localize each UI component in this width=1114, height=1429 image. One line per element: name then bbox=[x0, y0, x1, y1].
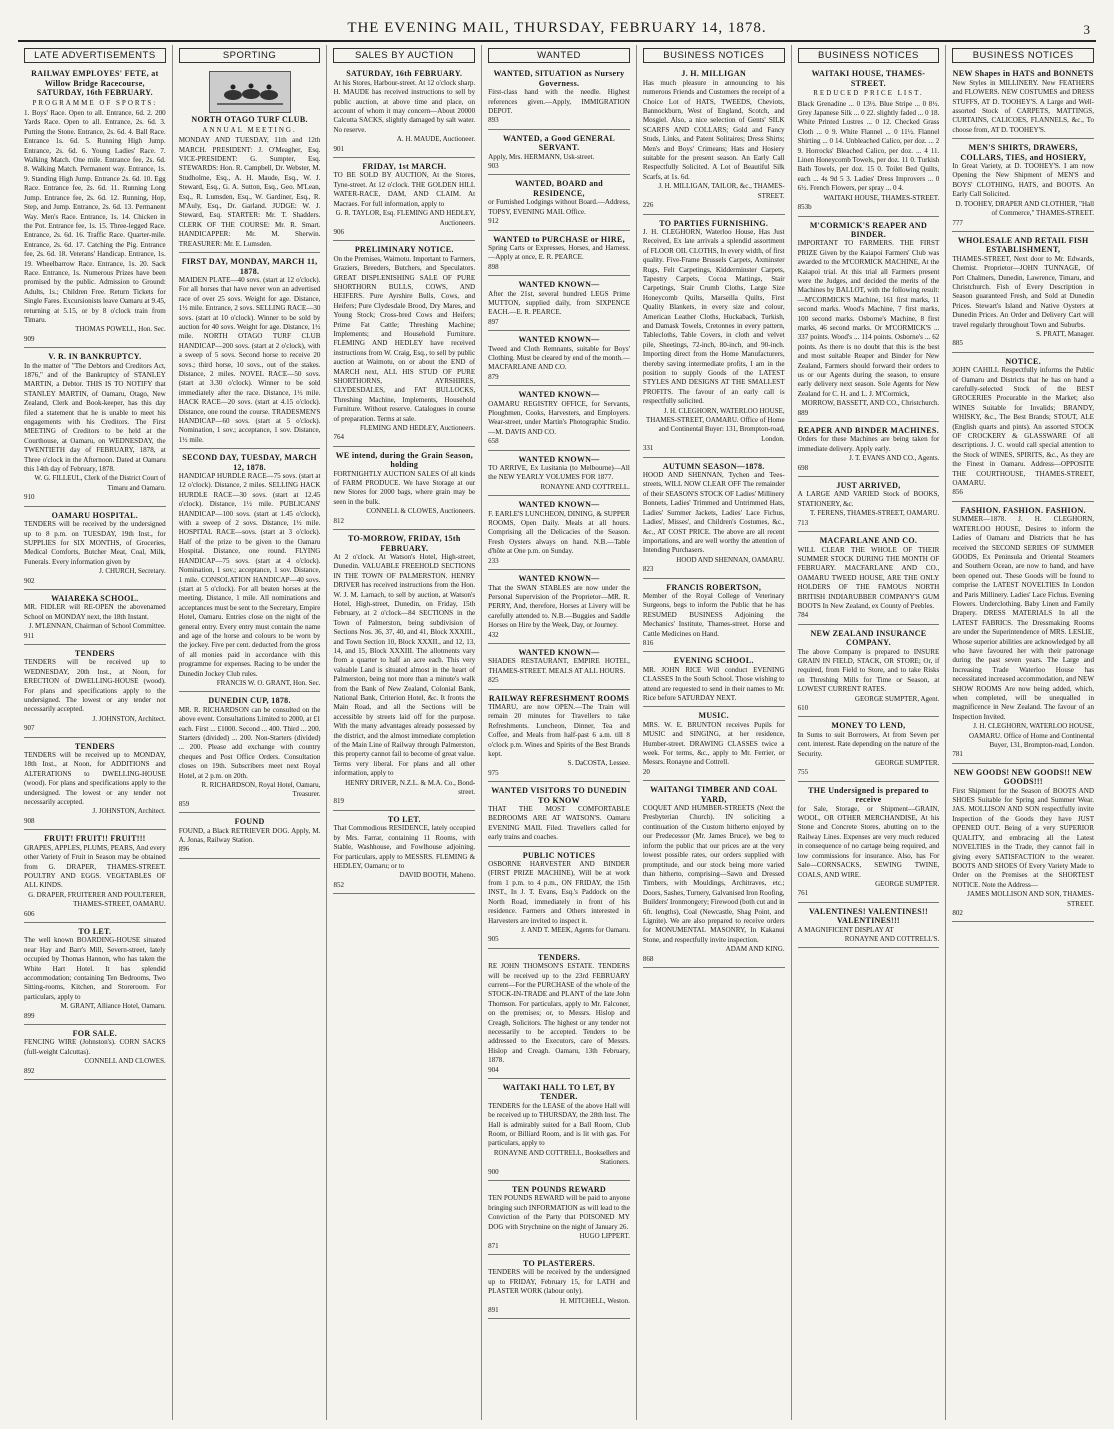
advertisement bbox=[488, 849, 630, 949]
ad-body: WILL CLEAR THE WHOLE OF THEIR SUMMER STOCK DURING THE MONTH OF FEBRUARY. MACFARLANE AND CO., OAMARU TWEED HOUSE, ARE THE ONLY HOLDERS OF THE FAMOUS NORTH BRITISH INDIARUBBER COMPANY'S GUM BOOTS In New Zealand, ex County of Peebles. bbox=[797, 545, 940, 610]
advertisement bbox=[179, 694, 321, 813]
ad-reference-number: 816 bbox=[642, 638, 654, 647]
advertisement bbox=[488, 278, 630, 331]
ad-reference-number: 610 bbox=[797, 704, 809, 712]
advertisement bbox=[798, 719, 940, 781]
ad-signature: T. FERENS, THAMES-STREET, OAMARU. bbox=[810, 509, 940, 518]
ad-signature: WAITAKI HOUSE, THAMES-STREET. bbox=[823, 193, 940, 202]
ad-caption: REDUCED PRICE LIST. bbox=[813, 89, 924, 98]
ad-body: Has much pleasure in announcing to his numerous Friends and Customers the receipt of a Choice Lot of HATS, TWEEDS, Cheviots, Bannockburn, West of England, Scotch, and Mosgiel. Also, a nice selection of Gents' SILK SCARFS AND COLLARS; Gold and Fancy Studs, Links, and Patent Solitaires; Dress Shirts; Men's and Boys' Crimeans; Hats and Hosiery suitable for the present season. An Early Call Respectfully Solicited. A Lot of Beautiful Silk Scarfs, at 1s. 6d. bbox=[642, 78, 785, 181]
ad-reference-number: 432 bbox=[488, 630, 499, 639]
advertisement bbox=[179, 451, 321, 692]
column-header: SPORTING bbox=[179, 48, 321, 63]
ad-reference-number: 898 bbox=[488, 262, 499, 271]
ad-body: The well known BOARDING-HOUSE situated near Hay and Barr's Mill, Severn-street, lately occupied by Thomas Hannon, who has taken the White Hart Hotel. It has splendid accommodation; containing Ten Bedrooms, Two Sitting-rooms, Kitchen, and Storeroom. For particulars, apply to bbox=[24, 936, 166, 1001]
ad-caption: ANNUAL MEETING. bbox=[202, 125, 297, 134]
ad-body: OAMARU REGISTRY OFFICE, for Servants, Ploughmen, Cooks, Harvesters, and Employers. Wear-street, under Martin's Photographic Studio.—M. DAVIS AND CO. bbox=[488, 399, 630, 436]
ad-reference-number: 900 bbox=[488, 1167, 499, 1176]
ad-title: AUTUMN SEASON—1878. bbox=[662, 461, 765, 471]
ad-body: Tweed and Cloth Remnants, suitable for Boys' Clothing. Must be cleared by end of the month.—MACFARLANE AND CO. bbox=[488, 344, 630, 372]
column-header: BUSINESS NOTICES bbox=[798, 48, 940, 63]
ad-signature: J. JOHNSTON, Architect. bbox=[92, 714, 166, 723]
ad-title: NEW Shapes in HATS and BONNETS bbox=[952, 69, 1094, 79]
advertisement bbox=[488, 388, 630, 450]
ad-body: TENDERS for the LEASE of the above Hall will be received up to THURSDAY, the 28th Inst. The Hall is admirably suited for a Ball Room, Club Room, or Billiard Room, and is lit with gas. For particulars, apply to bbox=[488, 1101, 630, 1148]
advertisement bbox=[333, 449, 475, 530]
ad-body: MONDAY AND TUESDAY, 11th and 12th MARCH. PRESIDENT: J. O'Meagher, Esq. VICE-PRESIDENT: G. Sumpter, Esq. STEWARDS: Hon. R. Campbell, Dr. Webster, M. Studholme, Esq., A. H. Maude, Esq., W. J. Steward, Esq., G. A. Sutton, Esq., Geo. M'Lean, Esq., R. Lumsden, Esq., W. Gardiner, Esq., R. M'Auly, Esq., Dr. Garland. JUDGE: W. J. Steward, Esq. STARTER: Mr. T. Shadders. CLERK OF THE COURSE: Mr. R. Smart. HANDICAPPER: Mr. M. Sherwin. TREASURER: Mr. E. Lumsden. bbox=[178, 136, 321, 248]
ad-signature: MORROW, BASSETT, AND CO., Christchurch. bbox=[801, 399, 940, 408]
advertisement bbox=[333, 67, 475, 158]
ad-reference-number: 859 bbox=[178, 799, 190, 808]
ad-reference-number: 853b bbox=[797, 203, 812, 212]
advertisement bbox=[643, 709, 785, 781]
ad-title: TEN POUNDS REWARD bbox=[512, 1185, 607, 1195]
ad-body: In Sums to suit Borrowers, At from Seven per cent. interest. Rate depending on the nature of the Security. bbox=[797, 730, 940, 758]
ad-reference-number: 893 bbox=[488, 116, 499, 125]
advertisement bbox=[488, 333, 630, 386]
ad-body: On the Premises, Waimotu. Important to Farmers, Graziers, Breeders, Butchers, and Speculators. GREAT DISPLENISHING SALE OF PURE SHORTHORN BULLS, COWS, AND HEIFERS. Pure Ayrshire Bulls, Cows, and Heifers; Pure Clydesdale Brood, Dry Mares, and Young Stock; Cross-bred Cows and Heifers; Prime Fat Cattle; Threshing Machine; Implements; and Household Furniture. FLEMING AND HEDLEY have received instructions from W. Craig, Esq., to sell by public auction at Waimotu, on or about the END of MARCH next, ALL HIS STUD OF PURE SHORTHORNS, AYRSHIRES, CLYDESDALES, and FAT BULLOCKS, Threshing Machine, Implements, Household Furniture. Without reserve. Catalogues in course of preparation. Terms at sale. bbox=[333, 254, 476, 423]
ad-title: NOTICE. bbox=[1005, 356, 1041, 366]
column-4 bbox=[481, 45, 636, 1420]
ad-reference-number: 889 bbox=[797, 408, 809, 417]
ad-title: WANTED to PURCHASE or HIRE, bbox=[493, 234, 625, 244]
ad-signature: J. H. CLEGHORN, WATERLOO HOUSE, THAMES-STREET, OAMARU. Office of Home and Continental Buyer: 131, Brompton-road, London. bbox=[646, 406, 785, 443]
ad-body: GRAPES, APPLES, PLUMS, PEARS, And every other Variety of Fruit in Season may be obtained from G. DRAPER, THAMES-STREET. POULTRY AND EGGS. VEGETABLES OF ALL KINDS. bbox=[24, 843, 166, 890]
ad-body: MR. R. RICHARDSON can be consulted on the above event. Consultations Limited to 2000, at £1 each. First ... £1000. Second ... 400. Third ... 200. Starters (divided) ... 200. Non-Starters (divided) ... 200. Please add exchange with country cheques and Post Office Orders. Consultation closes on 19th. Subscribers meet next Royal Hotel, at 2 p.m. on 20th. bbox=[178, 705, 321, 780]
ad-title: SECOND DAY, TUESDAY, MARCH 12, 1878. bbox=[182, 453, 317, 472]
ad-reference-number: 331 bbox=[642, 444, 654, 453]
ad-signature: J. M'LENNAN, Chairman of School Committee. bbox=[28, 622, 166, 631]
ad-body: In Great Variety, at D. TOOHEY'S. I am now Opening the New Shipment of MEN'S and BOYS' CLOTHING, HATS, and BOOTS. An Early Call Solicited. bbox=[952, 162, 1095, 199]
ad-body: MR. JOHN RICE Will conduct EVENING CLASSES In the South School. Those wishing to attend are requested to send in their names to Mr. Rice before SATURDAY NEXT. bbox=[642, 665, 785, 702]
ad-signature: J. H. CLEGHORN, WATERLOO HOUSE, OAMARU. Office of Home and Continental Buyer, 131, Brompton-road, London. bbox=[968, 722, 1095, 750]
ad-body: or Furnished Lodgings without Board.—Address, TOPSY, EVENING MAIL Office. bbox=[488, 198, 630, 216]
advertisement bbox=[798, 905, 940, 949]
ad-reference-number: 885 bbox=[952, 339, 963, 348]
advertisement bbox=[643, 581, 785, 653]
ad-reference-number: 777 bbox=[952, 218, 963, 227]
ad-reference-number: 891 bbox=[488, 1305, 499, 1314]
ad-body: OSBORNE HARVESTER AND BINDER (FIRST PRIZE MACHINE), Will be at work from 1 p.m. to 4 p.m., ON FRIDAY, the 15th INST., In J. T. Evans, Esq.'s Paddock on the North Road, immediately in front of his residence. Farmers and Others interested in Harvesters are invited to inspect it. bbox=[488, 860, 630, 925]
ad-title: WANTED KNOWN— bbox=[518, 280, 600, 290]
advertisement bbox=[333, 813, 475, 894]
ad-reference-number: 825 bbox=[488, 676, 499, 685]
ad-title: VALENTINES! VALENTINES!! VALENTINES!!! bbox=[808, 906, 928, 926]
masthead-rule bbox=[18, 40, 1096, 42]
ad-signature: RONAYNE AND COTTRELL'S. bbox=[844, 934, 940, 943]
advertisement bbox=[488, 177, 630, 230]
ad-reference-number: 975 bbox=[488, 768, 499, 777]
advertisement bbox=[179, 815, 321, 859]
ad-reference-number: 713 bbox=[797, 518, 809, 527]
ad-reference-number: 761 bbox=[797, 889, 809, 898]
ad-title: FRANCIS ROBERTSON, bbox=[666, 582, 762, 592]
ad-title: M'CORMICK'S REAPER AND BINDER. bbox=[809, 220, 928, 239]
ad-body: F. EARLE'S LUNCHEON, DINING, & SUPPER ROOMS, Open Daily. Meals at all hours. Comprising all the Delicacies of the Season. Fresh Oysters always on hand. N.B.—Table d'hôte at One p.m. on Sunday. bbox=[488, 509, 630, 556]
ad-title: THE Undersigned is prepared to receive bbox=[808, 785, 929, 805]
ad-body: Orders for these Machines are being taken for immediate delivery. Apply early. bbox=[797, 435, 940, 453]
ad-signature: H. MITCHELL, Weston. bbox=[559, 1296, 630, 1305]
ad-title: PRELIMINARY NOTICE. bbox=[354, 245, 454, 255]
ad-title: TO PLASTERERS. bbox=[522, 1258, 596, 1268]
ad-reference-number: 764 bbox=[333, 433, 344, 442]
ad-reference-number: 908 bbox=[24, 816, 35, 825]
ad-body: Black Grenadine ... 0 13½. Blue Stripe ... 0 8½. Grey Japanese Silk ... 0 22. slightly faded ... 0 18. White Printed Lustres ... 0 12. Checked Grass Cloth ... 0 9. White Flannel ... 0 11½. Flannel Shirting ... 0 14. Unbleached Calico, per doz. ... 2 9. Horrocks' Bleached Calico, per doz. ... 4 11. Linen Honeycomb Towels, per doz. 11 0. Turkish Bath Towels, per doz. 15 0. Toilet Bed Quilts, each ... 4s 9d 5 3. Ladies' Dress Improvers ... 0 6½. French Flowers, per spray ... 0 4. bbox=[797, 99, 940, 193]
advertisement bbox=[24, 592, 166, 645]
ad-title: TO LET. bbox=[78, 926, 112, 936]
ad-body: COQUET AND HUMBER-STREETS (Next the Presbyterian Church). IN soliciting a continuation of the Custom hitherto enjoyed by our Predecessor (Mr. James Bruce), we beg to inform the public that our prices are at the very lowest possible rates, our orders supplied with promptitude, and our stock being more varied than hitherto, comprising—Sawn and Dressed Timbers, with Mouldings, Architraves, etc.; Doors, Sashes, Turnery, Galvanised Iron Roofing, Builders' Ironmongery; Firewood (both cut and in 6ft. lengths), Coal (Newcastle, Shag Point, and Lignite). We are also prepared to receive orders for MONUMENTAL MASONRY, In Kakanui Stone, and respectfully invite inspection. bbox=[642, 804, 785, 944]
ad-title: EVENING SCHOOL. bbox=[673, 656, 754, 666]
ad-body: for Sale, Storage, or Shipment—GRAIN, WOOL, OR OTHER MERCHANDISE, At his Stone and Concrete Stores, abutting on to the Railway Lines. Expenses are very much reduced in consequence of no cartage being required, and low commissions for insurance. Also, has For Sale—CORNSACKS, SEWING TWINE, COALS, AND WIRE. bbox=[797, 804, 940, 879]
advertisement bbox=[24, 1027, 166, 1080]
ad-signature: FRANCIS W. O. GRANT, Hon. Sec. bbox=[216, 678, 321, 687]
column-2 bbox=[172, 45, 327, 1420]
advertisement bbox=[643, 654, 785, 707]
ad-body: IMPORTANT TO FARMERS. THE FIRST PRIZE Given by the Kaiapoi Farmers' Club was awarded to the M'CORMICK MACHINE, At the Kaiapoi trial. At this trial all Farmers present were the Judges, and decided the merits of the Machines by BALLOT, with the following result:—M'CORMICK'S Machine, 161 first marks, 11 second marks. Wood's Machine, 7 first marks, 100 second marks. Osborne's Machine, 8 first marks, 46 second marks. Or M'CORMICK'S ... 337 points. Wood's ... 114 points. Osborne's ... 62 points. As there is no doubt that this is the best and most suitable Reaper and Binder for New Zealand, Farmers should forward their orders to us or our Agents during the season, to ensure early delivery next season. Sole Agents for New Zealand for C. H. and L. J. M'Cormick, bbox=[797, 239, 940, 398]
ad-title: NEW GOODS! NEW GOODS!! NEW GOODS!!! bbox=[953, 767, 1093, 787]
ad-title: MEN'S SHIRTS, DRAWERS, COLLARS, TIES, and HOSIERY, bbox=[960, 143, 1086, 162]
ad-reference-number: 812 bbox=[333, 516, 344, 525]
advertisement bbox=[952, 67, 1094, 139]
ad-reference-number: 819 bbox=[333, 797, 344, 806]
ad-title: JUST ARRIVED, bbox=[836, 481, 901, 491]
ad-body: New Styles in MILLINERY. New FEATHERS and FLOWERS. NEW COSTUMES and DRESS STUFFS, AT D. TOOHEY'S. A Large and Well-assorted Stock of CARPETS, MATTINGS, CURTAINS, CALICOES, FLANNELS, &c., To choose from, AT D. TOOHEY'S. bbox=[952, 78, 1095, 134]
column-5 bbox=[636, 45, 791, 1420]
ad-title: DUNEDIN CUP, 1878. bbox=[208, 696, 291, 706]
ad-signature: J. T. EVANS AND CO., Agents. bbox=[849, 454, 940, 463]
advertisement bbox=[24, 647, 166, 738]
ad-body: HOOD AND SHENNAN, Tychen and Tees-streets, WILL NOW CLEAR OFF The remainder of their SEASON'S STOCK OF Ladies' Millinery Bonnets, Ladies' Trimmed and Untrimmed Hats, Ladies' Summer Jackets, Ladies' Lace Fichus, Ladies', Misses', and Children's Costumes, &c., &c., AT COST PRICE. The above are all recent importations, and are well worthy the attention of Intending Purchasers. bbox=[642, 471, 785, 555]
ad-signature: S. DaCOSTA, Lessee. bbox=[567, 759, 630, 768]
column-header: BUSINESS NOTICES bbox=[643, 48, 785, 63]
ad-signature: JAMES MOLLISON AND SON, THAMES-STREET. bbox=[967, 890, 1095, 908]
ad-reference-number: 823 bbox=[642, 565, 654, 574]
ad-body: That Commodious RESIDENCE, lately occupied by Mrs. Farrar, containing 11 Rooms, with Stable, Washhouse, and Fowlhouse adjoining. For particulars, apply to MESSRS. FLEMING & HEDLEY, Oamaru; or to bbox=[333, 824, 476, 870]
advertisement bbox=[179, 255, 321, 449]
column-header: LATE ADVERTISEMENTS bbox=[24, 48, 166, 63]
ad-body: First-class hand with the needle. Highest references given.—Apply, IMMIGRATION DEPOT. bbox=[488, 88, 630, 116]
ad-signature: HUGO LIPPERT. bbox=[579, 1232, 630, 1241]
ad-signature: A. H. MAUDE, Auctioneer. bbox=[396, 135, 476, 144]
ad-reference-number: 911 bbox=[24, 631, 35, 640]
ad-signature: FLEMING AND HEDLEY, Auctioneers. bbox=[359, 424, 476, 433]
ad-signature: HOOD AND SHENNAN, OAMARU. bbox=[676, 555, 785, 564]
ad-title: MONEY TO LEND, bbox=[831, 721, 906, 731]
ad-reference-number: 852 bbox=[333, 880, 344, 889]
ad-body: THAMES-STREET, Next door to Mr. Edwards, Chemist. Proprietor—JOHN TUNNAGE, Of Port Chalmers, Dunedin, Lawrence, Timaru, and Christchurch. Fish of Every Description in Season guaranteed Fresh, and Sold at Dunedin Prices. Stewart's Island and Native Oysters at Dunedin Prices. An Order and Delivery Cart will travel regularly throughout Town and Suburbs. bbox=[952, 254, 1095, 329]
ad-signature: G. R. TAYLOR, Esq. FLEMING AND HEDLEY, Auctioneers. bbox=[335, 209, 476, 227]
ad-title: WANTED, SITUATION as Nursery Governess. bbox=[493, 69, 625, 88]
ad-reference-number: 910 bbox=[24, 493, 35, 502]
advertisement bbox=[333, 532, 475, 811]
ad-title: FOUND bbox=[234, 817, 265, 827]
advertisement bbox=[798, 534, 940, 625]
ad-reference-number: 903 bbox=[488, 162, 499, 171]
ad-signature: CONNELL & CLOWES, Auctioneers. bbox=[366, 507, 476, 516]
ad-body: MR. FIDLER will RE-OPEN the abovenamed School on MONDAY next, the 18th Instant. bbox=[24, 603, 166, 621]
ad-title: FOR SALE. bbox=[72, 1029, 118, 1038]
column-7 bbox=[945, 45, 1100, 1420]
ad-body: TENDERS will be received by the undersigned up to FRIDAY, February 15, for LATH and PLASTER WORK (labour only). bbox=[488, 1268, 630, 1296]
ad-title: FRUIT! FRUIT!! FRUIT!!! bbox=[44, 834, 146, 844]
ad-title: WAITAKI HOUSE, THAMES-STREET. bbox=[811, 69, 926, 88]
ad-title: NEW ZEALAND INSURANCE COMPANY. bbox=[810, 628, 927, 648]
ad-title: SATURDAY, 16th FEBRUARY. bbox=[346, 69, 463, 79]
ad-reference-number: 909 bbox=[24, 334, 35, 343]
advertisement bbox=[488, 233, 630, 277]
ad-reference-number: 698 bbox=[797, 463, 809, 472]
advertisement bbox=[488, 498, 630, 570]
ad-body: 1. Boys' Race. Open to all. Entrance, 6d. 2. 200 Yards Race. Open to all. Entrance, 2s. 6d. 3. Putting the Stone. Entrance, 2s. 6d. 4. Ball Race. Entrance 1s. 6d. 5. Running High Jump. Entrance, 2s. 6d. 6. Young Ladies' Race. 7. Walking Match. One mile. Entrance fee, 2s. 6d. 8. Walking Match. Permanent way. Entrance, 1s. 9. Standing High Jump. Entrance 2s. 6d. 10. Egg Race. Entrance fee, 2s. 6d. 11. Running Long Jump. Entrance fee, 2s. 6d. 12. Running, Hop, Step, and Jump. Entrance, 2s. 6d. 13. Permanent Way. Men's Race. Entrance, 1s. 14. Chicken in the Pot. Entrance fee, 1s. 15. Three-legged Race. Entrance, 2s. 6d. 16. Traffic Race. Quarter-mile. Entrance, 2s. 6d. 17. Catching the Pig. Entrance fee, 2s. 6d. 18. Veterans' Handicap. Entrance, 1s. 19. Wheelbarrow Race. Entrance, 1s. 20. Sack Race. Entrance, 1s. Numerous Prizes have been promised by the public. Admission to Ground: Adults, 1s.; Children Free. Return Tickets for Single Fares. Excursionists leave Oamaru at 9.45, returning at 5.15, or by 8 o'clock train from Timaru. bbox=[24, 109, 166, 324]
ad-signature: DAVID BOOTH, Maheno. bbox=[399, 871, 476, 880]
advertisement bbox=[488, 67, 630, 129]
ad-body: TENDERS will be received up to MONDAY, 18th Inst., at Noon, for ADDITIONS and ALTERATIONS to DWELLING-HOUSE (wood). For plans and specifications apply to the undersigned. The lowest or any tender not necessarily accepted. bbox=[24, 751, 166, 807]
ad-reference-number: 912 bbox=[488, 217, 499, 226]
ad-title: WAITAKI HALL TO LET, BY TENDER. bbox=[502, 1083, 616, 1102]
advertisement bbox=[952, 504, 1094, 764]
ad-reference-number: 904 bbox=[488, 1065, 499, 1074]
ad-body: TENDERS will be received up to WEDNESDAY, 20th Inst., at Noon, for ERECTION of DWELLING-HOUSE (wood). For plans and specifications apply to the undersigned. The lowest or any tender not necessarily accepted. bbox=[24, 658, 166, 714]
ad-title: FIRST DAY, MONDAY, MARCH 11, 1878. bbox=[181, 257, 318, 276]
columns-container bbox=[18, 45, 1100, 1420]
ad-reference-number: 781 bbox=[952, 750, 963, 759]
ad-body: FOUND, a Black RETRIEVER DOG. Apply, M. A. Jonas, Railway Station. bbox=[178, 826, 321, 845]
advertisement bbox=[798, 219, 940, 423]
advertisement bbox=[952, 141, 1094, 232]
ad-body: Apply, Mrs. HERMANN, Usk-street. bbox=[488, 152, 595, 161]
ad-body: TEN POUNDS REWARD will be paid to anyone bringing such INFORMATION as will lead to the Conviction of the Party that POISONED MY DOG with Strychnine on the night of January 26. bbox=[488, 1194, 630, 1231]
ad-reference-number: 896 bbox=[178, 845, 190, 854]
ad-body: First Shipment for the Season of BOOTS AND SHOES Suitable for Spring and Summer Wear. JAS. MOLLISON AND SON respectfully invite Inspection of the Goods they have JUST OPENED OUT. Being of a very SUPERIOR QUALITY, and embracing all the Latest NOVELTIES in the Trade, they cannot fail in giving every SATISFACTION to the wearer. BOOTS AND SHOES Of Every Variety Made to Order on the Premises at the SHORTEST NOTICE. Note the Address— bbox=[952, 786, 1095, 889]
column-1 bbox=[18, 45, 172, 1420]
ad-reference-number: 233 bbox=[488, 556, 499, 565]
ad-title: WANTED KNOWN— bbox=[518, 647, 600, 657]
ad-body: SHADES RESTAURANT, EMPIRE HOTEL, THAMES-STREET. MEALS AT ALL HOURS. bbox=[488, 657, 630, 675]
ad-title: WANTED VISITORS TO DUNEDIN TO KNOW bbox=[491, 786, 627, 805]
ad-body: SUMMER—1878. J. H. CLEGHORN, WATERLOO HOUSE, Desires to inform the Ladies of Oamaru and Districts that he has received the SECOND SERIES OF SUMMER GOODS, Ex Peninsula and Oriental Steamers and Southern Ocean, are now to hand, and have been opened out. These Goods will be found to comprise the LATEST NOVELTIES In London and Paris Millinery. Ladies' Lace Fichus. Evening Flowers. Underclothing. Baby Linen and Family Drapery. DRESS MATERIALS In all the LATEST FABRICS. The Dressmaking Rooms are under the Superintendence of MRS. LESLIE, Whose superior abilities are acknowledged by all who have favoured her with their patronage during the past seven years. The Large and Increasing Trade Waterloo House has necessitated increased accommodation, and NEW SHOW ROOMS Are now being added, which, when completed, will be unequalled in magnificence in New Zealand. The favour of an Inspection Invited. bbox=[952, 515, 1095, 721]
ad-title: WANTED, a Good GENERAL SERVANT. bbox=[503, 133, 615, 153]
ad-title: WANTED, BOARD and RESIDENCE, bbox=[515, 179, 604, 198]
advertisement bbox=[488, 132, 630, 176]
ad-reference-number: 226 bbox=[642, 201, 654, 210]
advertisement bbox=[952, 766, 1094, 923]
ad-title: J. H. MILLIGAN bbox=[681, 69, 747, 79]
ad-title: WANTED KNOWN— bbox=[518, 454, 600, 464]
ad-body: After the 21st, several hundred LEGS Prime MUTTON, supplied daily, from SIXPENCE EACH.—E. R. PEARCE. bbox=[488, 289, 630, 317]
advertisement bbox=[24, 350, 166, 507]
advertisement bbox=[798, 479, 940, 532]
advertisement bbox=[24, 832, 166, 923]
advertisement bbox=[24, 509, 166, 590]
ad-body: MAIDEN PLATE—40 sovs. (start at 12 o'clock). For all horses that have never won an advertised race of over 25 sovs. Weight for age. Distance, 1½ mile. Entrance, 2 sovs. SELLING RACE—30 sovs. (start at 10 o'clock). Winner to be sold by auction for 40 sovs. Weight for age. Distance, 1½ mile. NORTH OTAGO TURF CLUB HANDICAP—200 sovs. (start at 2 o'clock), with a sweep of 5 sovs. Second horse to receive 20 sovs.; third horse, 10 sovs., out of the stakes. Distance, 2 miles. NOVEL RACE—50 sovs. (start at 3.30 o'clock). Winner to be sold immediately after the race. Distance, 1½ mile. HACK RACE—20 sovs. (start at 4.15 o'clock). Distance, one round the course. TRADESMEN'S HANDICAP—60 sovs. (start at 5 o'clock). Nomination, 1 sov.; acceptance, 1 sov. Distance, 1½ mile. bbox=[178, 275, 321, 444]
advertisement bbox=[798, 424, 940, 477]
horse-race-engraving-icon bbox=[209, 71, 291, 113]
advertisement bbox=[643, 783, 785, 968]
ad-reference-number: 879 bbox=[488, 372, 499, 381]
ad-reference-number: 871 bbox=[488, 1241, 499, 1250]
ad-reference-number: 907 bbox=[24, 724, 35, 733]
ad-body: FORTNIGHTLY AUCTION SALES Of all kinds of FARM PRODUCE. We have Storage at our new Stores for 2000 bags, where grain may be seen in the bulk. bbox=[333, 469, 476, 506]
ad-reference-number: 755 bbox=[797, 768, 809, 777]
ad-title: FASHION. FASHION. FASHION. bbox=[960, 505, 1086, 515]
ad-signature: RONAYNE AND COTTRELL. bbox=[540, 482, 630, 491]
ad-body: At his Stores, Harbour-street. At 12 o'clock sharp. H. MAUDE has received instructions to sell by public auction, at above time and place, on account of whom it may concern—About 20000 Calcutta SACKS, slightly damaged by salt water. No reserve. bbox=[333, 78, 476, 134]
ad-reference-number: 906 bbox=[333, 227, 344, 236]
ad-body: TIMARU, are now OPEN.—The Train will remain 20 minutes for Travellers to take Refreshments. Luncheon, Dinner, Tea and Coffee, and Meals from half-past 6 a.m. till 8 o'clock p.m. Wines and Spirits of the Best Brands kept. bbox=[488, 702, 630, 758]
newspaper-title: THE EVENING MAIL, THURSDAY, FEBRUARY 14, 1878. bbox=[347, 20, 767, 36]
ad-title: RAILWAY EMPLOYES' FETE, at Willow Bridge Racecourse, SATURDAY, 16th FEBRUARY. bbox=[31, 69, 159, 98]
ad-body: In the matter of "The Debtors and Creditors Act, 1876," and of the Bankruptcy of STANLEY MARTIN, a Debtor. THIS IS TO NOTIFY that STANLEY MARTIN, of Oamaru, Otago, New Zealand, Clerk and Book-keeper, has this day filed a statement that he is unable to meet his engagements with his Creditors. The First MEETING of Creditors to be held at the Courthouse, at Oamaru, on WEDNESDAY, the TWENTIETH day of FEBRUARY, 1878, at Three o'clock in the Afternoon. Dated at Oamaru this 14th day of February, 1878. bbox=[24, 361, 166, 474]
ad-signature: J. H. MILLIGAN, TAILOR, &c., THAMES-STREET. bbox=[658, 182, 785, 200]
column-header: BUSINESS NOTICES bbox=[952, 48, 1094, 63]
ad-signature: R. RICHARDSON, Royal Hotel, Oamaru, Treasurer. bbox=[201, 781, 321, 799]
ad-title: V. R. IN BANKRUPTCY. bbox=[48, 352, 142, 362]
ad-caption: PROGRAMME OF SPORTS: bbox=[32, 98, 158, 107]
ad-signature: W. G. FILLEUL, Clerk of the District Court of Timaru and Oamaru. bbox=[34, 474, 166, 492]
advertisement bbox=[333, 160, 475, 241]
ad-signature: HENRY DRIVER, N.Z.L. & M.A. Co., Bond-street. bbox=[345, 778, 476, 797]
advertisement bbox=[488, 453, 630, 497]
page-number: 3 bbox=[1083, 22, 1090, 37]
ad-body: MRS. W. E. BRUNTON receives Pupils for MUSIC and SINGING, at her residence, Humber-street. DRAWING CLASSES twice a week. For terms, &c., apply to Mr. Ferrier, or Messrs. Ronayne and Cottrell. bbox=[642, 720, 785, 767]
ad-body: TO ARRIVE, Ex Lusitania (to Melbourne)—All the NEW YEARLY VOLUMES FOR 1877. bbox=[488, 464, 630, 482]
advertisement bbox=[488, 1183, 630, 1255]
advertisement bbox=[643, 217, 785, 458]
ad-signature: CONNELL AND CLOWES. bbox=[84, 1057, 166, 1066]
column-header: SALES BY AUCTION bbox=[333, 48, 475, 63]
advertisement bbox=[24, 925, 166, 1025]
ad-reference-number: 856 bbox=[952, 488, 963, 497]
ad-signature: GEORGE SUMPTER. bbox=[875, 879, 940, 888]
ad-reference-number: 658 bbox=[488, 437, 499, 446]
ad-title: RAILWAY REFRESHMENT ROOMS bbox=[488, 693, 630, 703]
advertisement bbox=[488, 784, 630, 846]
ad-signature: J. AND T. MEEK, Agents for Oamaru. bbox=[521, 925, 630, 934]
ad-reference-number: 899 bbox=[24, 1011, 35, 1020]
ad-signature: D. TOOHEY, DRAPER AND CLOTHIER, "Hall of Commerce," THAMES-STREET. bbox=[955, 199, 1095, 218]
ad-reference-number: 897 bbox=[488, 317, 499, 326]
advertisement bbox=[488, 692, 630, 783]
ad-reference-number: 784 bbox=[797, 611, 809, 620]
ad-body: The above Company is prepared to INSURE GRAIN IN FIELD, STACK, OR STORE; Or, if required, from Field to Store, and to take Risks on Threshing Mills for Time or Season, at LOWEST CURRENT RATES. bbox=[797, 647, 940, 694]
ad-title: WANTED KNOWN— bbox=[518, 335, 600, 345]
ad-body: TENDERS will be received by the undersigned up to 8 p.m. on TUESDAY, 19th Inst., for SUPPLIES for SIX MONTHS, of Groceries, Medical Comforts, Butcher Meat, Coal, Milk, Funerals. Every information given by bbox=[24, 520, 166, 566]
advertisement bbox=[488, 646, 630, 690]
ad-body: A MAGNIFICENT DISPLAY AT bbox=[797, 925, 894, 934]
ad-reference-number: 802 bbox=[952, 908, 963, 917]
ad-body: That the SWAN STABLES are now under the Personal Supervision of the Proprietor—MR. R. PERRY, And, therefore, Horses at Livery will be carefully attended to. N.B.—Buggies and Saddle Horses on Hire by the Week, Day, or Journey. bbox=[488, 583, 630, 630]
advertisement bbox=[179, 67, 321, 253]
ad-title: MACFARLANE AND CO. bbox=[819, 536, 918, 546]
advertisement bbox=[643, 67, 785, 214]
ad-body: A LARGE AND VARIED Stock of BOOKS, STATIONERY, &c. bbox=[797, 490, 940, 508]
ad-reference-number: 868 bbox=[642, 954, 654, 963]
advertisement bbox=[333, 243, 475, 447]
ad-signature: GEORGE SUMPTER, Agent. bbox=[854, 694, 940, 703]
ad-title: TO PARTIES FURNISHING. bbox=[659, 218, 769, 228]
advertisement bbox=[488, 1081, 630, 1181]
ad-body: RE JOHN THOMSON'S ESTATE. TENDERS will be received up to the 23rd FEBRUARY current—For the PURCHASE of the whole of the STOCK-IN-TRADE and PLANT of the late John Thomson. For particulars, apply to Mr. Falconer, on the premises; or, to Messrs. Hislop and Creagh, Solicitors. The highest or any tender not necessarily to be accepted. Tenders to be addressed to the Executors, care of Messrs. Hislop and Creagh. Oamaru, 13th February, 1878. bbox=[488, 962, 630, 1065]
ad-body: At 2 o'clock. At Watson's Hotel, High-street, Dunedin. VALUABLE FREEHOLD SECTIONS IN THE TOWN OF PALMERSTON. HENRY DRIVER has received instructions from the Hon. W. J. M. Larnach, to sell by auction, at Watson's Hotel, High-street, Dunedin, on Friday, 15th February, at 2 o'clock—84 SECTIONS in the Town of Palmerston, being subdivision of Sections Nos. 36, 37, 40, and 41, Block XXXIII., and Town Section 10, Block XXXII., and 12, 13, 14, and 15, Block XXXIII. The allotments vary from a quarter to half an acre each. This very valuable Land is situated almost in the heart of Palmerston, being not more than a minute's walk from the Bank of New Zealand, Colonial Bank, National Bank, Criterion Hotel, &c. It fronts the Main Road, and all the Sections will be accessible by streets laid off for the purpose. With the many advantages already possessed by the district, and the almost immediate completion of the Main Line of Railway through Palmerston, this property cannot fail to become of great value. Terms very liberal. For plans and all other information, apply to bbox=[333, 552, 476, 778]
column-3 bbox=[326, 45, 481, 1420]
ad-reference-number: 606 bbox=[24, 909, 35, 918]
ad-title: WAITANGI TIMBER AND COAL YARD, bbox=[650, 785, 778, 804]
ad-reference-number: 892 bbox=[24, 1066, 35, 1075]
ad-title: PUBLIC NOTICES bbox=[522, 850, 596, 860]
ad-signature: ADAM AND KING. bbox=[725, 945, 785, 954]
ad-title: WANTED KNOWN— bbox=[518, 390, 600, 400]
ad-title: FRIDAY, 1st MARCH. bbox=[362, 162, 447, 172]
ad-title: WE intend, during the Grain Season, holding bbox=[335, 450, 473, 470]
ad-reference-number: 902 bbox=[24, 576, 35, 585]
advertisement bbox=[488, 951, 630, 1079]
ad-title: MUSIC. bbox=[698, 711, 729, 721]
ad-body: J. H. CLEGHORN, Waterloo House, Has Just Received, Ex late arrivals a splendid assortment of FLOOR OIL CLOTHS, In every width, of first quality. Five-Frame Brussels Carpets, Axminster Rugs, Felt Carpetings, Kidderminster Carpets, Tapestry Carpets, Cocoa Mattings, Stair Carpetings, Stair Crumb Cloths, Large Size Honeycomb Quilts, Marseilla Quilts, First Quality Blankets, in every size and colour, American Leather Cloths, Huckaback, Turkish, and Damask Towels, Cretonnes in every pattern, Tablecloths, Table Covers, in cloth and velvet pile, Sheetings, 72-inch, 80-inch, and 90-inch. Importing direct from the Home Manufacturers, thereby saving intermediate profits, I am in the position to supply Goods of the LATEST STYLES AND DESIGNS AT THE SMALLEST PROFITS. The favour of an early call is respectfully solicited. bbox=[642, 227, 785, 406]
ad-title: OAMARU HOSPITAL. bbox=[51, 510, 139, 520]
ad-body: Spring Carts or Expresses, Horses, and Harness.—Apply at once, E. R. PEARCE. bbox=[488, 243, 630, 262]
ad-signature: G. DRAPER, FRUITERER AND POULTERER, THAMES-STREET, OAMARU. bbox=[28, 890, 166, 909]
ad-body: JOHN CAHILL Respectfully informs the Public of Oamaru and Districts that he has on hand a carefully-selected Stock of the BEST GROCERIES Procurable in the Market; also WINES Suitable for Invalids; BRANDY, WHISKY, &c., The Best Brands; STOUT, ALE (English quarts and pints). An assorted STOCK OF CROCKERY & GLASSWARE Of all descriptions. J. C. would call special attention to the Stock of WINES, SPIRITS, &c., As they are the Finest in Oamaru. Address—OPPOSITE THE COURTHOUSE, THAMES-STREET, OAMARU. bbox=[952, 366, 1095, 488]
ad-body: Member of the Royal College of Veterinary Surgeons, begs to inform the Public that he has RESUMED BUSINESS Adjoining the Mechanics' Institute, Thames-street. Horse and Cattle Medicines on Hand. bbox=[642, 591, 785, 638]
column-header: WANTED bbox=[488, 48, 630, 63]
advertisement bbox=[798, 627, 940, 718]
advertisement bbox=[488, 572, 630, 644]
advertisement bbox=[952, 355, 1094, 502]
ad-body: HANDICAP HURDLE RACE—75 sovs. (start at 12 o'clock). Distance, 2 miles. SELLING HACK HURDLE RACE—30 sovs. (start at 12.45 o'clock). Distance, 1½ mile. PUBLICANS' HANDICAP—100 sovs. (start at 1.45 o'clock), with a sweep of 2 sovs. Distance, 1½ mile. HOSPITAL RACE—sovs. (start at 3 o'clock). Half of the prize to be given to the Oamaru Hospital. Distance, one round. FLYING HANDICAP—75 sovs. (start at 4 o'clock). Nomination, 1 sov.; acceptance, 1 sov. Distance, 1 mile. CONSOLATION HANDICAP—40 sovs. (start at 5 o'clock). For all beaten horses at the meeting. Distance, 1 mile. All nominations and acceptances must be sent to the Secretary, Empire Hotel, Oamaru. Entries close on the night of the general entry. Every entry must contain the name and age of the horse and colours to be worn by the jockey. Five per cent. deducted from the gross of all monies paid in accordance with this programme for expenses. Racing to be under the Dunedin Jockey Club rules. bbox=[178, 472, 321, 678]
ad-title: WANTED KNOWN— bbox=[518, 500, 600, 510]
ad-signature: J. CHURCH, Secretary. bbox=[99, 567, 166, 576]
ad-title: TENDERS. bbox=[537, 952, 581, 962]
ad-body: THAT THE MOST COMFORTABLE BEDROOMS ARE AT WATSON'S. Oamaru EVENING MAIL Filed. Travellers called for early trains and coaches. bbox=[488, 805, 630, 842]
ad-reference-number: 905 bbox=[488, 935, 499, 944]
ad-body: TO BE SOLD BY AUCTION, At the Stores, Tyne-street. At 12 o'clock. THE GOLDEN HILL WATER-RACE, DAM, AND CLAIM. At Macraes. For full information, apply to bbox=[333, 171, 476, 208]
advertisement bbox=[24, 67, 166, 348]
ad-title: TO LET. bbox=[387, 814, 421, 824]
ad-signature: J. JOHNSTON, Architect. bbox=[92, 807, 166, 816]
advertisement bbox=[24, 740, 166, 831]
ad-title: TENDERS bbox=[74, 648, 115, 658]
ad-title: TO-MORROW, FRIDAY, 15th FEBRUARY. bbox=[348, 534, 461, 553]
column-6 bbox=[791, 45, 946, 1420]
ad-signature: RONAYNE AND COTTRELL, Booksellers and Stationers. bbox=[493, 1148, 630, 1167]
ad-signature: S. PRATT, Manager. bbox=[1036, 329, 1095, 338]
ad-body: FENCING WIRE (Johnston's). CORN SACKS (full-weight Calcuttas). bbox=[24, 1038, 166, 1056]
advertisement bbox=[952, 234, 1094, 353]
ad-title: NORTH OTAGO TURF CLUB. bbox=[191, 115, 308, 125]
ad-title: WANTED KNOWN— bbox=[518, 574, 600, 584]
ad-signature: GEORGE SUMPTER. bbox=[875, 759, 940, 768]
advertisement bbox=[798, 67, 940, 216]
ad-title: TENDERS bbox=[74, 741, 115, 751]
advertisement bbox=[488, 1257, 630, 1319]
ad-reference-number: 901 bbox=[333, 144, 344, 153]
advertisement bbox=[643, 460, 785, 579]
advertisement bbox=[798, 784, 940, 903]
ad-title: WAIAREKA SCHOOL. bbox=[51, 593, 139, 603]
ad-title: WHOLESALE AND RETAIL FISH ESTABLISHMENT, bbox=[957, 235, 1089, 255]
ad-title: REAPER AND BINDER MACHINES. bbox=[797, 426, 939, 436]
ad-signature: M. GRANT, Alliance Hotel, Oamaru. bbox=[60, 1002, 166, 1011]
ad-signature: THOMAS POWELL, Hon. Sec. bbox=[75, 325, 166, 334]
ad-reference-number: 20 bbox=[642, 767, 650, 776]
